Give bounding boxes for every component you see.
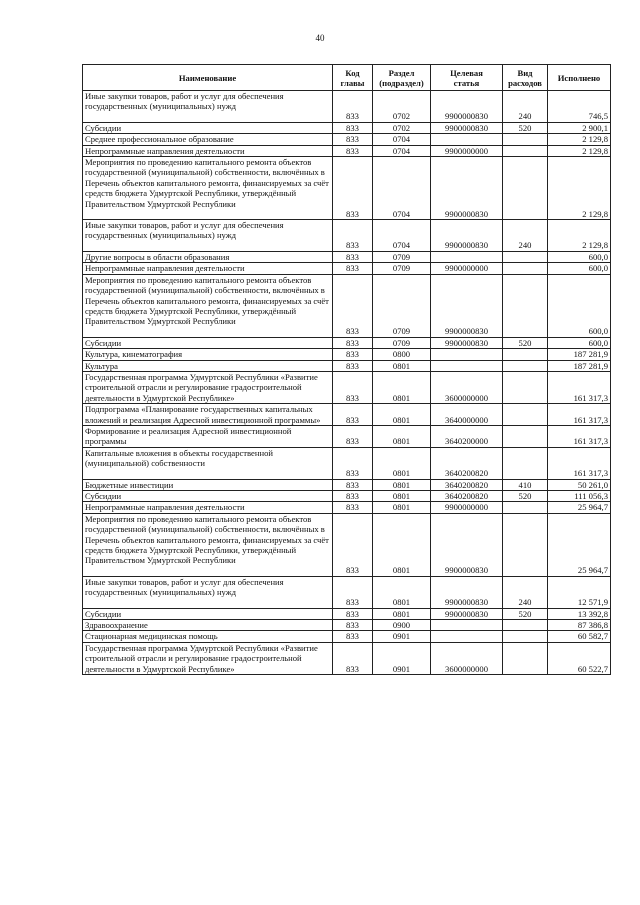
cell-name [83,608,333,619]
row-name-text: Капитальные вложения в объекты государственной (муниципальной) собственности [85,447,273,469]
cell-amount: 50 261,0 [548,479,611,490]
table-row [83,404,611,426]
cell-target: 3640000000 [431,404,503,426]
cell-expense: 520 [503,491,548,502]
cell-section: 0801 [373,491,431,502]
cell-expense [503,349,548,360]
row-name-text: Субсидии [85,491,122,501]
cell-amount: 2 129,8 [548,157,611,220]
cell-name [83,502,333,513]
cell-target: 9900000000 [431,263,503,274]
cell-expense: 240 [503,576,548,608]
table-row [83,360,611,371]
header-code [333,65,373,91]
cell-section: 0801 [373,425,431,447]
header-target-line2: статья [453,77,480,88]
cell-section: 0801 [373,576,431,608]
cell-target: 3600000000 [431,371,503,403]
cell-amount: 600,0 [548,337,611,348]
cell-expense [503,447,548,479]
cell-target: 9900000830 [431,513,503,576]
header-section-line1: Раздел [388,67,415,78]
cell-target [431,134,503,145]
table-row [83,157,611,220]
row-name-text: Культура [85,360,118,371]
table-row [83,576,611,608]
page-number: 40 [315,33,325,43]
cell-code: 833 [333,263,373,274]
cell-target: 9900000000 [431,145,503,156]
table-row [83,91,611,123]
cell-expense [503,502,548,513]
cell-section: 0900 [373,620,431,631]
cell-expense [503,157,548,220]
cell-target [431,631,503,642]
cell-name [83,479,333,490]
cell-target: 3600000000 [431,642,503,674]
header-target-line1: Целевая [450,67,483,78]
cell-name [83,263,333,274]
cell-name [83,274,333,337]
row-name-text: Мероприятия по проведению капитального ремонта объектов государственной (муниципальной) собственности, включённых в Перечень объектов капитального ремонта, финансируемых за счёт средств бюджета Удмуртской Республики, утверждённый Правительством Удмуртской Республики [85,274,329,327]
table-row [83,349,611,360]
cell-amount: 187 281,9 [548,349,611,360]
cell-name [83,122,333,133]
budget-table [82,64,611,675]
cell-code: 833 [333,220,373,252]
row-name-text: Иные закупки товаров, работ и услуг для обеспечения государственных (муниципальных) нужд [85,576,284,598]
row-name-text: Здравоохранение [85,620,148,631]
table-row [83,122,611,133]
cell-section: 0801 [373,371,431,403]
row-name-text: Стационарная медицинская помощь [85,631,218,642]
table-row [83,145,611,156]
table-body [83,91,611,675]
cell-target: 9900000830 [431,337,503,348]
row-name-text: Субсидии [85,122,122,133]
header-amount: Исполнено [548,65,611,91]
cell-code: 833 [333,157,373,220]
row-name-text: Мероприятия по проведению капитального ремонта объектов государственной (муниципальной) собственности, включённых в Перечень объектов капитального ремонта, финансируемых за счёт средств бюджета Удмуртской Республики, утверждённый Правительством Удмуртской Республики [85,157,329,209]
cell-name [83,145,333,156]
header-target [431,65,503,91]
cell-expense [503,631,548,642]
cell-name [83,360,333,371]
cell-section: 0801 [373,404,431,426]
cell-expense [503,642,548,674]
cell-name [83,631,333,642]
cell-target: 9900000830 [431,157,503,220]
row-name-text: Среднее профессиональное образование [85,134,234,145]
cell-target: 9900000830 [431,122,503,133]
cell-expense: 240 [503,91,548,123]
table-row [83,274,611,337]
cell-target: 9900000830 [431,274,503,337]
table-row [83,631,611,642]
cell-name [83,337,333,348]
cell-section: 0801 [373,360,431,371]
cell-target [431,360,503,371]
cell-target: 3640200820 [431,491,503,502]
header-section [373,65,431,91]
cell-expense [503,145,548,156]
cell-amount: 12 571,9 [548,576,611,608]
cell-target: 9900000830 [431,220,503,252]
cell-code: 833 [333,642,373,674]
cell-expense: 520 [503,608,548,619]
cell-code: 833 [333,337,373,348]
cell-amount: 60 522,7 [548,642,611,674]
cell-expense [503,620,548,631]
cell-section: 0801 [373,513,431,576]
cell-section: 0801 [373,479,431,490]
table-row [83,134,611,145]
cell-code: 833 [333,447,373,479]
cell-section: 0801 [373,502,431,513]
cell-code: 833 [333,274,373,337]
cell-name [83,157,333,220]
row-name-text: Мероприятия по проведению капитального ремонта объектов государственной (муниципальной) собственности, включённых в Перечень объектов капитального ремонта, финансируемых за счёт средств бюджета Удмуртской Республики, утверждённый Правительством Удмуртской Республики [85,513,329,566]
cell-code: 833 [333,134,373,145]
cell-section: 0704 [373,145,431,156]
cell-target: 9900000830 [431,576,503,608]
cell-target [431,620,503,631]
cell-expense [503,360,548,371]
cell-amount: 2 129,8 [548,134,611,145]
cell-code: 833 [333,425,373,447]
cell-section: 0709 [373,251,431,262]
row-name-text: Субсидии [85,337,122,348]
cell-name [83,620,333,631]
cell-code: 833 [333,251,373,262]
cell-section: 0702 [373,122,431,133]
cell-code: 833 [333,502,373,513]
row-name-text: Формирование и реализация Адресной инвестиционной программы [85,425,292,447]
cell-amount: 161 317,3 [548,425,611,447]
cell-amount: 600,0 [548,263,611,274]
cell-amount: 600,0 [548,274,611,337]
cell-code: 833 [333,620,373,631]
cell-section: 0901 [373,631,431,642]
cell-amount: 87 386,8 [548,620,611,631]
cell-section: 0901 [373,642,431,674]
cell-code: 833 [333,479,373,490]
cell-expense [503,274,548,337]
header-expense-line1: Вид [517,67,533,78]
cell-code: 833 [333,145,373,156]
row-name-text: Субсидии [85,608,122,619]
cell-section: 0709 [373,274,431,337]
row-name-text: Культура, кинематография [85,349,183,360]
cell-amount: 187 281,9 [548,360,611,371]
cell-name [83,576,333,608]
table-row [83,263,611,274]
cell-amount: 600,0 [548,251,611,262]
table-header [83,65,611,91]
cell-amount: 2 129,8 [548,145,611,156]
cell-expense: 520 [503,122,548,133]
table-row [83,642,611,674]
header-section-line2: (подраздел) [379,77,424,88]
cell-name [83,251,333,262]
cell-section: 0801 [373,447,431,479]
cell-name [83,447,333,479]
header-name: Наименование [83,65,333,91]
table-row [83,620,611,631]
cell-section: 0704 [373,220,431,252]
row-name-text: Непрограммные направления деятельности [85,263,245,274]
row-name-text: Непрограммные направления деятельности [85,145,245,156]
table-row [83,251,611,262]
cell-section: 0801 [373,608,431,619]
cell-amount: 2 129,8 [548,220,611,252]
cell-name [83,425,333,447]
cell-expense [503,513,548,576]
cell-amount: 25 964,7 [548,502,611,513]
cell-code: 833 [333,91,373,123]
cell-amount: 25 964,7 [548,513,611,576]
cell-expense [503,251,548,262]
row-name-text: Государственная программа Удмуртской Республики «Развитие строительной отрасли и регулирование градостроительной деятельности в Удмуртской Республике» [85,642,318,674]
cell-target: 3640200000 [431,425,503,447]
cell-expense [503,263,548,274]
cell-code: 833 [333,349,373,360]
header-code-line2: главы [340,77,365,88]
cell-code: 833 [333,513,373,576]
cell-target: 9900000000 [431,502,503,513]
table-row [83,502,611,513]
cell-code: 833 [333,491,373,502]
cell-expense: 520 [503,337,548,348]
cell-amount: 2 900,1 [548,122,611,133]
cell-expense: 410 [503,479,548,490]
cell-amount: 161 317,3 [548,404,611,426]
cell-name [83,491,333,502]
row-name-text: Иные закупки товаров, работ и услуг для обеспечения государственных (муниципальных) нужд [85,91,284,112]
row-name-text: Бюджетные инвестиции [85,479,174,490]
cell-target [431,349,503,360]
row-name-text: Государственная программа Удмуртской Республики «Развитие строительной отрасли и регулирование градостроительной деятельности в Удмуртской Республике» [85,371,318,403]
cell-name [83,91,333,123]
header-expense-line2: расходов [508,77,542,88]
cell-target: 3640200820 [431,447,503,479]
header-code-line1: Код [345,67,360,78]
row-name-text: Подпрограмма «Планирование государственных капитальных вложений и реализация Адресной инвестиционной программы» [85,404,321,425]
cell-name [83,642,333,674]
table-row [83,220,611,252]
cell-name [83,404,333,426]
cell-expense [503,371,548,403]
cell-section: 0709 [373,263,431,274]
table-row [83,479,611,490]
cell-name [83,220,333,252]
table-row [83,337,611,348]
row-name-text: Непрограммные направления деятельности [85,502,245,513]
cell-target: 3640200820 [431,479,503,490]
cell-name [83,349,333,360]
cell-amount: 161 317,3 [548,371,611,403]
table-row [83,491,611,502]
cell-code: 833 [333,631,373,642]
row-name-text: Другие вопросы в области образования [85,251,230,262]
cell-code: 833 [333,404,373,426]
cell-section: 0800 [373,349,431,360]
cell-section: 0704 [373,134,431,145]
cell-amount: 111 056,3 [548,491,611,502]
cell-amount: 161 317,3 [548,447,611,479]
table-row [83,371,611,403]
cell-code: 833 [333,576,373,608]
cell-target [431,251,503,262]
cell-code: 833 [333,122,373,133]
table-row [83,513,611,576]
table-row [83,608,611,619]
cell-expense [503,404,548,426]
table-row [83,447,611,479]
row-name-text: Иные закупки товаров, работ и услуг для обеспечения государственных (муниципальных) нужд [85,220,284,241]
cell-amount: 13 392,8 [548,608,611,619]
cell-section: 0702 [373,91,431,123]
cell-expense: 240 [503,220,548,252]
cell-target: 9900000830 [431,91,503,123]
cell-amount: 60 582,7 [548,631,611,642]
header-expense [503,65,548,91]
cell-target: 9900000830 [431,608,503,619]
cell-section: 0709 [373,337,431,348]
cell-name [83,513,333,576]
cell-code: 833 [333,608,373,619]
cell-name [83,134,333,145]
cell-code: 833 [333,360,373,371]
cell-code: 833 [333,371,373,403]
cell-amount: 746,5 [548,91,611,123]
table-row [83,425,611,447]
cell-expense [503,425,548,447]
cell-section: 0704 [373,157,431,220]
cell-expense [503,134,548,145]
cell-name [83,371,333,403]
